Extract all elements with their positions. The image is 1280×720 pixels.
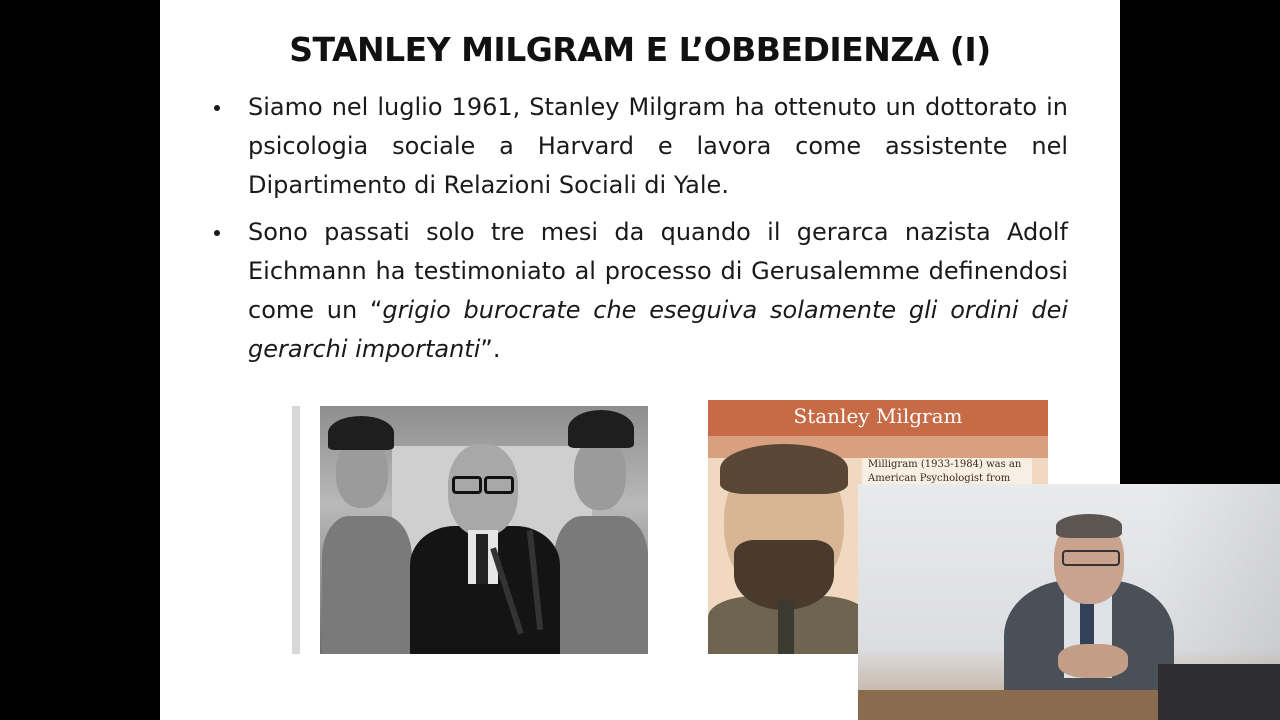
laptop — [1158, 664, 1280, 720]
slide-title: STANLEY MILGRAM E L’OBBEDIENZA (I) — [289, 30, 991, 69]
bullet-text: Siamo nel luglio 1961, Stanley Milgram ha ottenuto un dottorato in psicologia sociale a Harvard e lavora come assistente nel Dipartimento di Relazioni Sociali di Yale. — [248, 93, 1068, 199]
eichmann-trial-photo — [292, 406, 648, 654]
milgram-caption: Milligram (1933-1984) was an American Psychologist from — [862, 458, 1032, 538]
presenter-webcam — [858, 484, 1280, 720]
bullet-text-start: Sono passati solo tre mesi da quando il gerarca nazista Adolf Eichmann ha testimoniato al processo di Gerusalemme definendosi come un “ — [248, 218, 1068, 324]
milgram-banner — [708, 400, 1048, 436]
bullet-quote: grigio burocrate che eseguiva solamente gli ordini dei gerarchi importanti — [248, 296, 1068, 363]
milgram-banner-label: Stanley Milgram — [793, 404, 963, 428]
bullet-item-2 — [208, 213, 1068, 369]
bullet-list — [208, 88, 1068, 377]
bullet-item-1 — [208, 88, 1068, 205]
bullet-text-end: ”. — [480, 335, 501, 363]
